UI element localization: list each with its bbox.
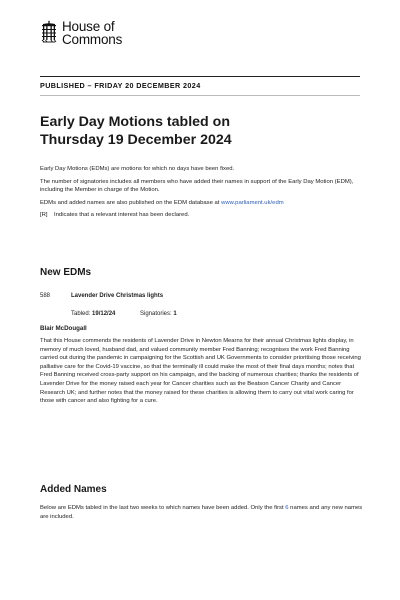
intro-paragraph-3	[40, 199, 365, 208]
edm-tabled	[71, 311, 115, 317]
signatories-label: Signatories:	[140, 311, 172, 317]
signatories-count: 1	[173, 311, 177, 317]
intro-paragraph-2: The number of signatories includes all members who have added their names in support of the Early Day Motion (EDM), including the Member in charge of the Motion.	[40, 178, 354, 193]
title-line-2: Thursday 19 December 2024	[40, 132, 232, 148]
house-of-commons-logo	[40, 20, 122, 46]
added-names-description	[40, 504, 365, 521]
header-rule	[40, 76, 360, 77]
logo-line-2: Commons	[62, 32, 123, 47]
title-line-1: Early Day Motions tabled on	[40, 114, 230, 130]
edm-database-text: EDMs and added names are also published on the EDM database at	[40, 199, 222, 206]
edm-database-link[interactable]: www.parliament.uk/edm	[221, 199, 284, 206]
portcullis-icon	[40, 20, 58, 44]
added-names-heading: Added Names	[40, 484, 107, 495]
published-date: PUBLISHED – FRIDAY 20 DECEMBER 2024	[40, 81, 201, 90]
intro-paragraph-1: Early Day Motions (EDMs) are motions for which no days have been fixed.	[40, 166, 235, 172]
relevant-interest-text: Indicates that a relevant interest has been declared.	[54, 212, 190, 218]
published-rule	[40, 95, 360, 96]
logo-line-1: House of	[62, 19, 115, 34]
edm-number: 588	[40, 293, 51, 299]
edm-signatories	[140, 311, 177, 317]
intro-paragraph-4	[40, 211, 365, 220]
edm-motion-text: That this House commends the residents of Lavender Drive in Newton Mearns for their annual Christmas lights display, in memory of much loved, husband dad, and valued community member Fred Banning; recognises the work Fred Banning carried out during the pandemic in campaigning for the Scottish and UK Governments to consider prioritising those receiving palliative care for the Covid-19 vaccine, so that the terminally ill could make the most of their final days months; notes that Fred Banning received cross-party support on his campaign, and the backing of numerous charities; thanks the residents of Lavender Drive for the money raised each year for Cancer charities such as the Beatson Cancer Charity and Cancer Research UK; and further notes that the money raised for these charities is allowing them to carry out vital work caring for those with cancer and also fighting for a cure.	[40, 338, 361, 405]
tabled-label: Tabled:	[71, 311, 91, 317]
added-names-text-before: Below are EDMs tabled in the last two weeks to which names have been added. Only the first	[40, 505, 286, 511]
added-names-count: 6	[285, 505, 289, 511]
page-title	[40, 113, 360, 149]
edm-author: Blair McDougall	[40, 325, 87, 332]
edm-title[interactable]: Lavender Drive Christmas lights	[71, 293, 164, 299]
logo-wordmark	[62, 20, 122, 46]
added-names-text-after: names and any new names are included.	[40, 505, 363, 520]
relevant-interest-mark: [R]	[40, 212, 48, 218]
tabled-date: 19/12/24	[92, 311, 116, 317]
intro-section	[40, 165, 365, 224]
new-edms-heading: New EDMs	[40, 267, 92, 278]
